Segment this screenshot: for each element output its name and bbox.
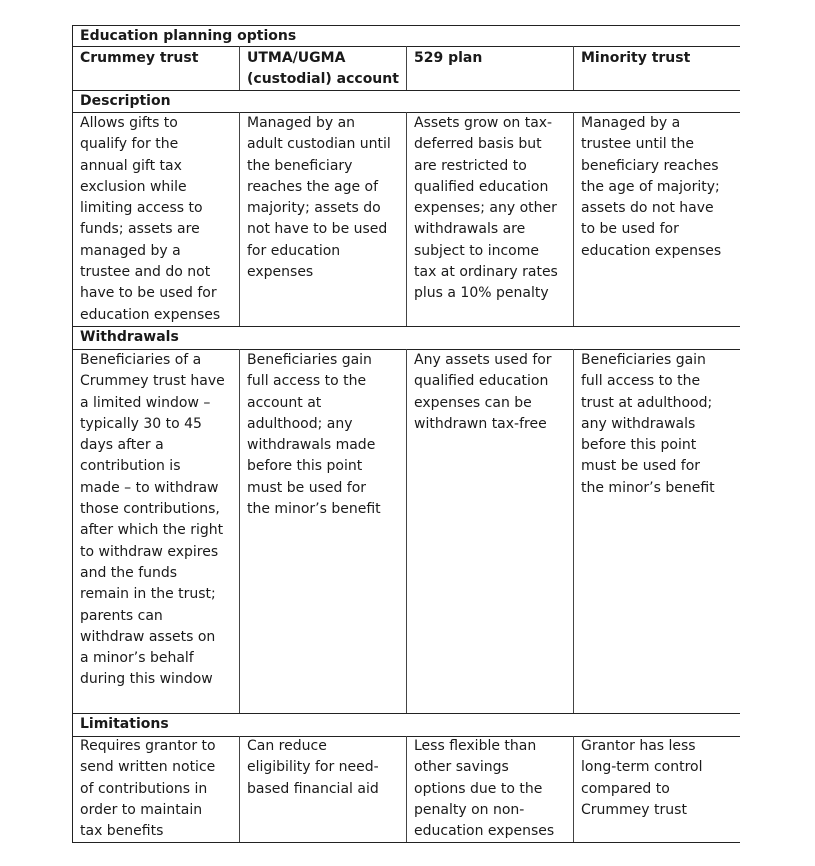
table-title: Education planning options [80, 28, 297, 44]
column-divider [406, 736, 407, 842]
column-divider [406, 349, 407, 713]
description-minority-trust: Managed by a trustee until the beneficiary reaches the age of majority; assets do not have to be used for education expenses [581, 115, 722, 259]
column-divider [239, 46, 240, 90]
description-utma-ugma: Managed by an adult custodian until the beneficiary reaches the age of majority; assets do not have to be used for education expenses [247, 115, 391, 281]
withdrawals-529-plan: Any assets used for qualified education expenses can be withdrawn tax-free [414, 352, 552, 432]
column-divider [573, 46, 574, 90]
withdrawals-minority-trust: Beneficiaries gain full access to the trust at adulthood; any withdrawals before this point must be used for the minor’s benefit [581, 352, 715, 496]
column-header-529-plan: 529 plan [414, 50, 483, 66]
column-divider [573, 112, 574, 326]
limitations-529-plan: Less flexible than other savings options due to the penalty on non- education expenses [414, 738, 555, 840]
description-crummey-trust: Allows gifts to qualify for the annual gift tax exclusion while limiting access to funds; assets are managed by a trustee and do not have to be used for education expenses [80, 115, 221, 323]
left-border [72, 25, 73, 843]
section-heading-withdrawals: Withdrawals [80, 329, 179, 345]
column-header-minority-trust: Minority trust [581, 50, 691, 66]
rule [72, 90, 740, 91]
column-header-utma-ugma: UTMA/UGMA (custodial) account [247, 50, 399, 88]
limitations-minority-trust: Grantor has less long-term control compared to Crummey trust [581, 738, 703, 818]
section-heading-description: Description [80, 93, 171, 109]
column-header-crummey-trust: Crummey trust [80, 50, 199, 66]
column-divider [573, 349, 574, 713]
limitations-utma-ugma: Can reduce eligibility for need- based financial aid [247, 738, 379, 797]
limitations-crummey-trust: Requires grantor to send written notice of contributions in order to maintain tax benefits [80, 738, 216, 840]
column-divider [239, 349, 240, 713]
column-divider [573, 736, 574, 842]
column-divider [239, 112, 240, 326]
withdrawals-utma-ugma: Beneficiaries gain full access to the account at adulthood; any withdrawals made before this point must be used for the minor’s benefit [247, 352, 381, 518]
rule [72, 713, 740, 714]
column-divider [406, 46, 407, 90]
column-divider [406, 112, 407, 326]
section-heading-limitations: Limitations [80, 716, 169, 732]
column-divider [239, 736, 240, 842]
description-529-plan: Assets grow on tax- deferred basis but are restricted to qualified education expenses; any other withdrawals are subject to income tax at ordinary rates plus a 10% penalty [414, 115, 558, 302]
withdrawals-crummey-trust: Beneficiaries of a Crummey trust have a limited window – typically 30 to 45 days after a contribution is made – to withdraw those contributions, after which the right to withdraw expires and the funds remain in the trust; parents can withdraw assets on a minor’s behalf during this window [80, 352, 225, 688]
